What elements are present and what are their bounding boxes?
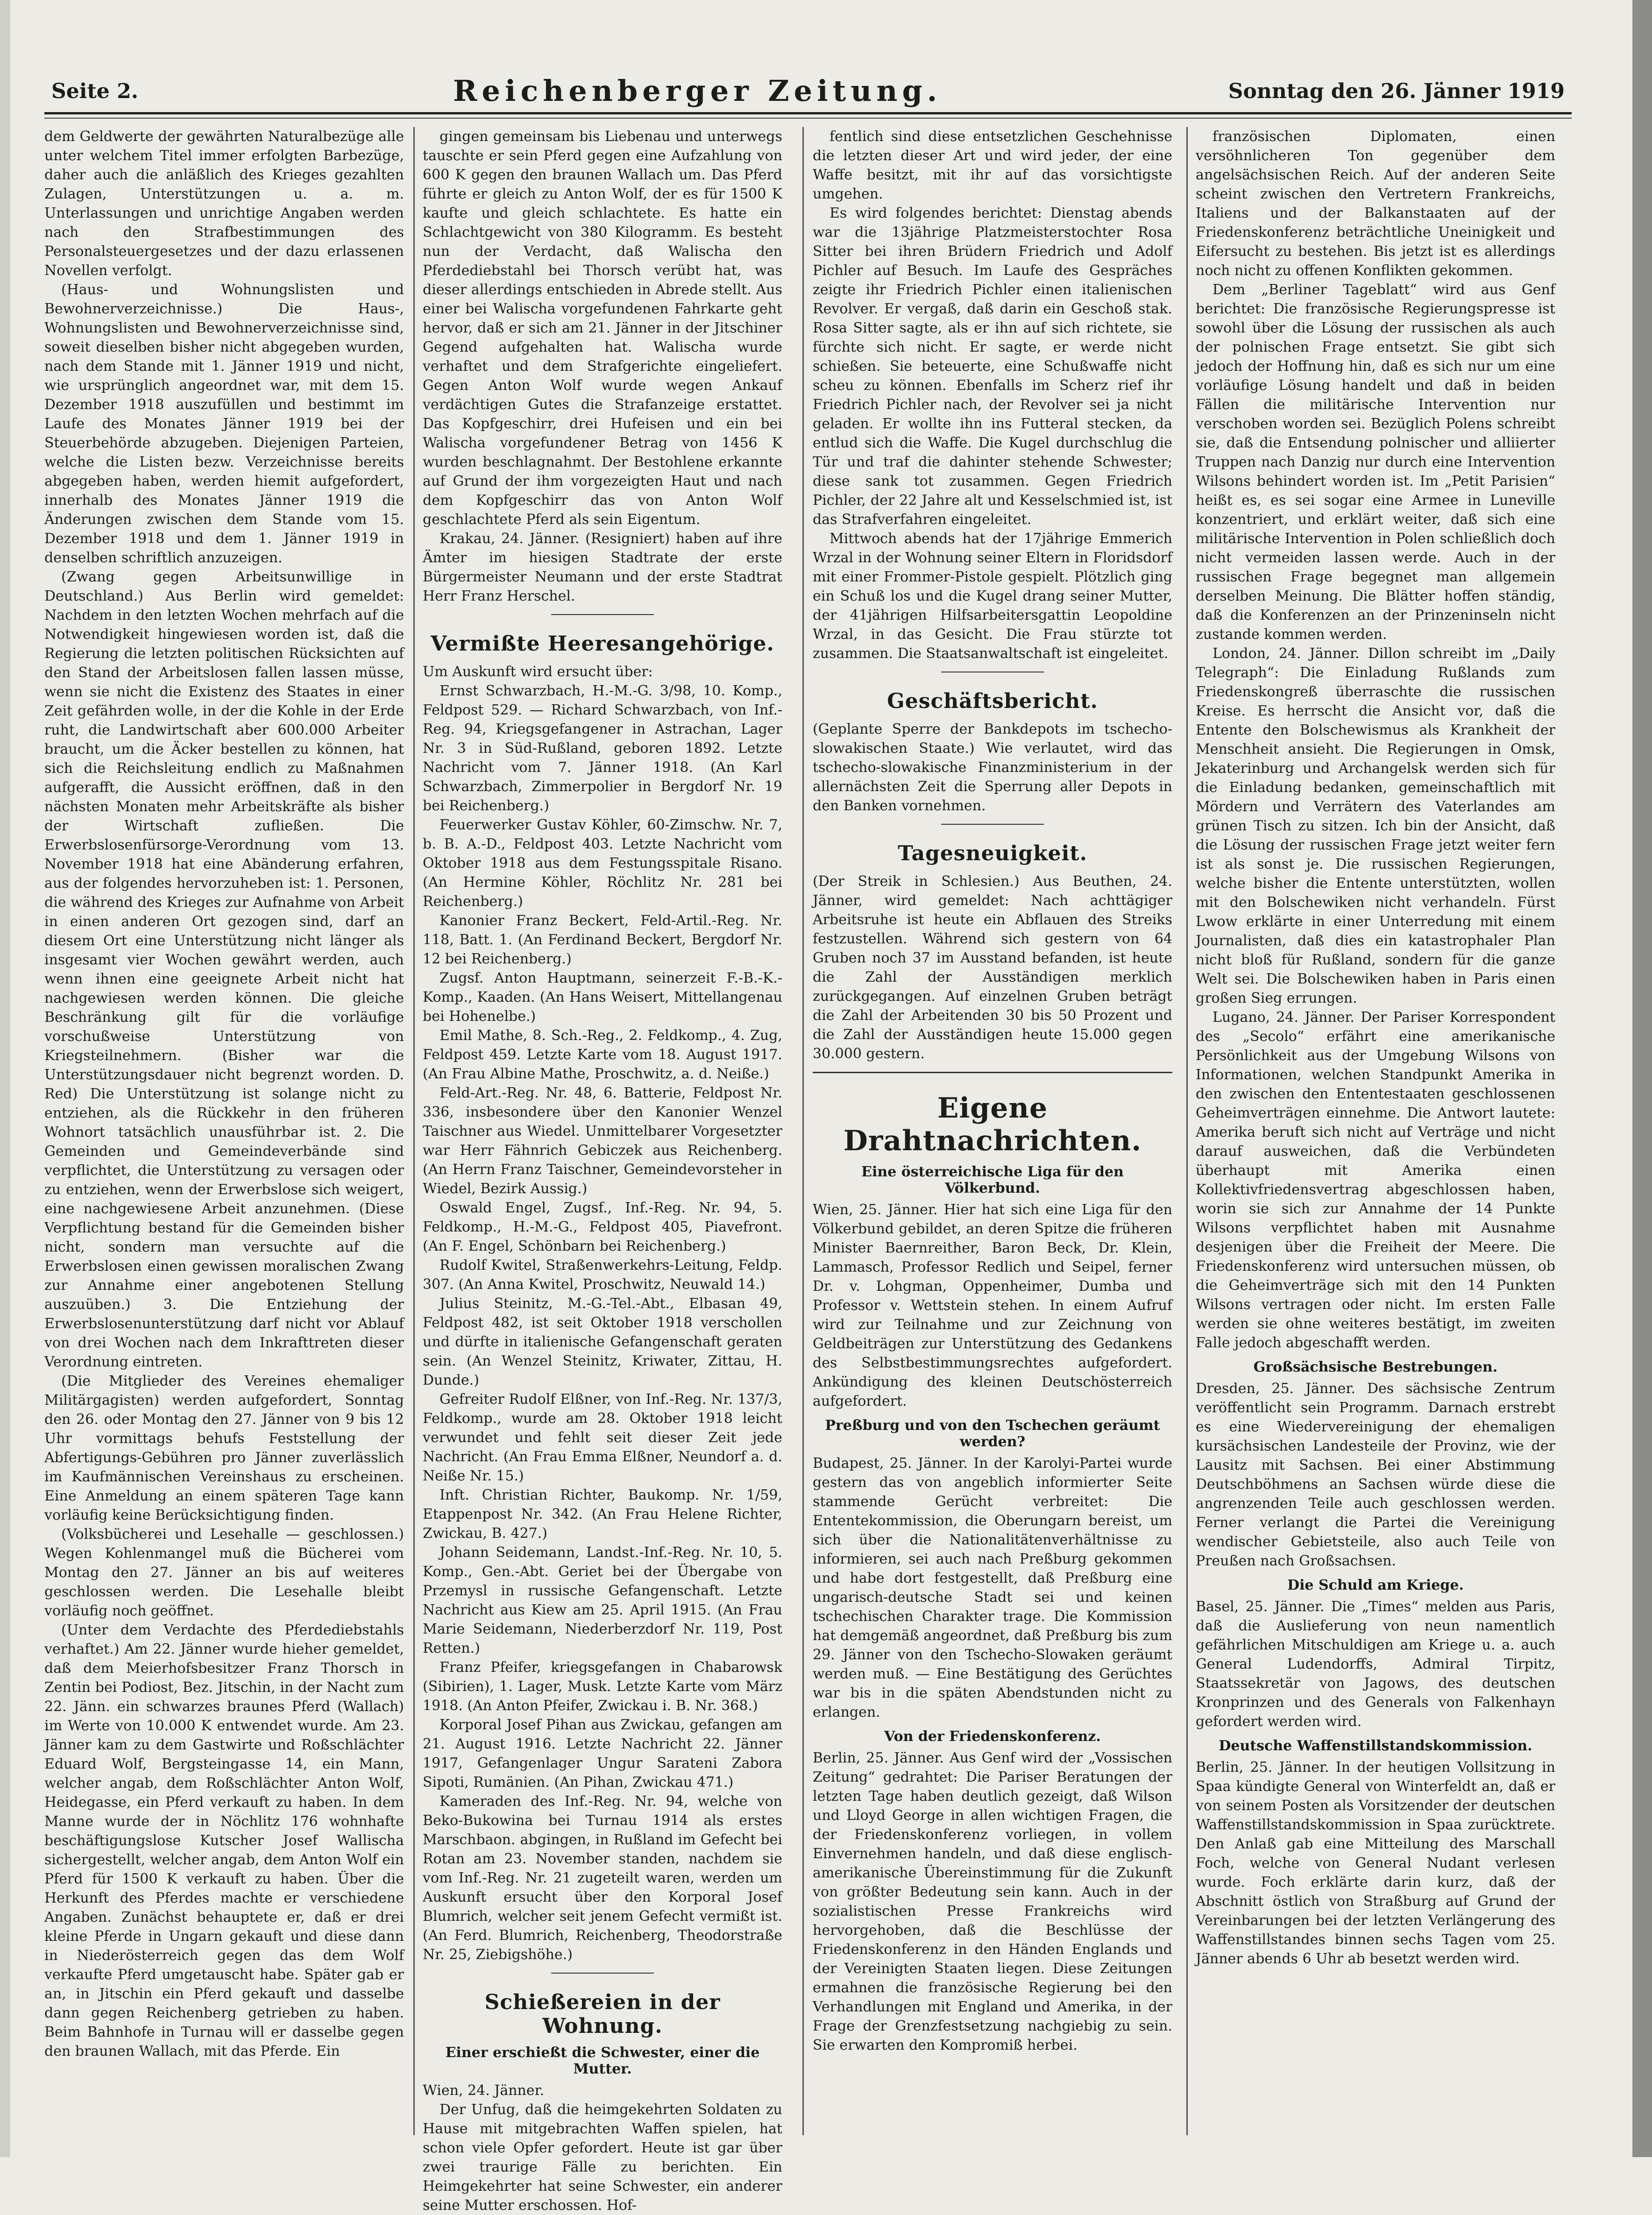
war-guilt-article [1196,1597,1555,1731]
article-paragraph: Emil Mathe, 8. Sch.-Reg., 2. Feldkomp., 4. Zug, Feldpost 459. Letzte Karte vom 18. August 1917. (An Frau Albine Mathe, Proschwitz, a. d. Neiße.) [423,1027,782,1082]
greater-saxony-article [1196,1379,1555,1571]
column-divider [802,127,804,2135]
newspaper-title: Reichenberger Zeitung. [453,74,942,108]
article-paragraph: Lugano, 24. Jänner. Der Pariser Korrespondent des „Secolo“ erfährt eine amerikanische Persönlichkeit aus der Umgebung Wilsons von Informationen, welchen Standpunkt Amerika in den zwischen den Ententestaaten geschlossenen Geheimverträgen einnehme. Die Antwort lautete: Amerika beruft sich nicht auf Verträge und nicht darauf ausweichen, daß die Verbündeten überhaupt mit Amerika einen Kollektivfriedensvertrag abgeschlossen haben, worin sie sich zur Annahme der 14 Punkte Wilsons verpflichtet haben mit Ausnahme desjenigen über die Freiheit der Meere. Die Friedenskonferenz wird untersuchen müssen, ob die Geheimverträge sich mit den 14 Punkten Wilsons vertragen oder nicht. Im ersten Falle werden sie ohne weiteres bestätigt, im zweiten Falle jedoch abgeschafft werden. [1196,1009,1555,1351]
article-paragraph: Ernst Schwarzbach, H.-M.-G. 3/98, 10. Komp., Feldpost 529. — Richard Schwarzbach, von Inf.-Reg. 94, Kriegsgefangener in Astrachan, Lager Nr. 3 in Süd-Rußland, geboren 1892. Letzte Nachricht vom 7. Jänner 1918. (An Karl Schwarzbach, Zimmerpolier in Bergdorf Nr. 19 bei Reichenberg.) [423,683,782,814]
article-paragraph: (Zwang gegen Arbeitsunwillige in Deutschland.) Aus Berlin wird gemeldet: Nachdem in den letzten Wochen mehrfach auf die Notwendigkeit hingewiesen worden ist, daß die Regierung die letzten politischen Rücksichten auf den Stand der Arbeitslosen fallen lassen müsse, wenn sie nicht die Existenz des Staates in einer Zeit gefährden wolle, in der die Kohle in der Erde ruht, die Landwirtschaft aber 600.000 Arbeiter braucht, um die Äcker bestellen zu können, hat sich die Reichsleitung endlich zu Maßnahmen aufgerafft, die Aussicht eröffnen, daß in den nächsten Monaten mehr Arbeitskräfte als bisher der Wirtschaft zufließen. Die Erwerbslosenfürsorge-Verordnung vom 13. November 1918 hat eine Abänderung erfahren, aus der folgendes hervorzuheben ist: 1. Personen, die während des Krieges zur Aufnahme von Arbeit in einen anderen Ort gezogen sind, darf an diesem Ort eine Unterstützung nicht länger als insgesamt vier Wochen gewährt werden, auch wenn ihnen eine geeignete Arbeit nicht hat nachgewiesen werden können. Die gleiche Beschränkung gilt für die vorläufige vorschußweise Unterstützung von Kriegsteilnehmern. (Bisher war die Unterstützungsdauer nicht begrenzt worden. D. Red) Die Unterstützung ist solange nicht zu entziehen, als die Rückkehr in den früheren Wohnort tatsächlich unausführbar ist. 2. Die Gemeinden und Gemeindeverbände sind verpflichtet, die Unterstützung zu versagen oder zu entziehen, wenn der Erwerbslose sich weigert, eine nachgewiesene Arbeit anzunehmen. (Diese Verpflichtung bestand für die Gemeinden bisher nicht, sondern man versuchte auf die Erwerbslosen einen gewissen moralischen Zwang zur Annahme einer angebotenen Stellung auszuüben.) 3. Die Entziehung der Erwerbslosenunterstützung darf nicht vor Ablauf von drei Wochen nach dem Inkrafttreten dieser Verordnung eintreten. [44,569,404,1370]
section-rule [941,824,1044,825]
article-paragraph: Wien, 24. Jänner. [423,2082,545,2099]
column-2-top-articles [423,127,782,606]
greater-saxony-subheading: Großsächsische Bestrebungen. [1253,1359,1498,1375]
section-rule [813,1072,1172,1073]
article-paragraph: Zugsf. Anton Hauptmann, seinerzeit F.-B.-K.-Komp., Kaaden. (An Hans Weisert, Mittellangenau bei Hohenelbe.) [423,970,782,1025]
column-2 [423,127,782,2214]
article-paragraph: Mittwoch abends hat der 17jährige Emmerich Wrzal in der Wohnung seiner Eltern in Floridsdorf mit einer Frommer-Pistole gespielt. Plötzlich ging ein Schuß los und die Kugel drang seiner Mutter, der 41jährigen Hilfsarbeitersgattin Leopoldine Wrzal, in das Gesicht. Die Frau stürzte tot zusammen. Die Staatsanwaltschaft ist eingeleitet. [813,531,1172,662]
article-paragraph: (Unter dem Verdachte des Pferdediebstahls verhaftet.) Am 22. Jänner wurde hieher gemeldet, daß dem Meierhofsbesitzer Franz Thorsch in Zentin bei Podiost, Bez. Jitschin, in der Nacht zum 22. Jänn. ein schwarzes braunes Pferd (Wallach) im Werte von 10.000 K entwendet wurde. Am 23. Jänner kam zu dem Gastwirte und Roßschlächter Eduard Wolf, Bergsteingasse 14, ein Mann, welcher angab, dem Roßschlächter Anton Wolf, Heidegasse, ein Pferd verkauft zu haben. In dem Manne wurde der in Nöchlitz 176 wohnhafte beschäftigungslose Kutscher Josef Wallischa sichergestellt, welcher angab, dem Anton Wolf ein Pferd für 1500 K verkauft zu haben. Über die Herkunft des Pferdes machte er verschiedene Angaben. Zunächst behauptete er, daß er drei kleine Pferde in Ungarn gekauft und diese dann in Niederösterreich gegen das dem Wolf verkaufte Pferd umgetauscht habe. Später gab er an, in Jitschin ein Pferd gekauft und dasselbe dann gegen Reichenberg getrieben zu haben. Beim Bahnhofe in Turnau will er dasselbe gegen den braunen Wallach, mit das Pferde. Ein [44,1622,404,2059]
section-rule [551,614,654,615]
war-guilt-subheading: Die Schuld am Kriege. [1287,1577,1464,1593]
page-number: Seite 2. [51,79,139,103]
article-paragraph: dem Geldwerte der gewährten Naturalbezüge alle unter welchem Titel immer erfolgten Barbezüge, daher auch die anläßlich des Krieges gezahlten Zulagen, Unterstützungen u. a. m. Unterlassungen und unrichtige Angaben werden nach den Strafbestimmungen des Personalsteuergesetzes und der dazu erlassenen Novellen verfolgt. [44,128,404,279]
missing-soldiers-heading: Vermißte Heeresangehörige. [431,632,774,656]
article-paragraph: Korporal Josef Pihan aus Zwickau, gefangen am 21. August 1916. Letzte Nachricht 22. Jänner 1917, Gefangenlager Ungur Sarateni Zabora Sipoti, Rumänien. (An Pihan, Zwickau 471.) [423,1717,782,1790]
scan-left-edge [0,0,10,2157]
article-paragraph: Johann Seidemann, Landst.-Inf.-Reg. Nr. 10, 5. Komp., Gen.-Abt. Geriet bei der Übergabe von Przemysl in russische Gefangenschaft. Letzte Nachricht aus Kiew am 25. April 1915. (An Frau Marie Seidemann, Niederberzdorf Nr. 119, Post Retten.) [423,1544,782,1656]
article-paragraph: Krakau, 24. Jänner. (Resigniert) haben auf ihre Ämter im hiesigen Stadtrate der erste Bürgermeister Neumann und der erste Stadtrat Herr Franz Herschel. [423,531,782,604]
pressburg-article [813,1454,1172,1722]
article-paragraph: Gefreiter Rudolf Elßner, von Inf.-Reg. Nr. 137/3, Feldkomp., wurde am 28. Oktober 1918 leicht verwundet und fehlt seit dieser Zeit jede Nachricht. (An Frau Emma Elßner, Neundorf a. d. Neiße Nr. 15.) [423,1391,782,1484]
column-4 [1196,127,1555,2135]
shootings-heading: Schießereien in der Wohnung. [484,1990,721,2038]
article-paragraph: gingen gemeinsam bis Liebenau und unterwegs tauschte er sein Pferd gegen eine Aufzahlung von 600 K gegen den braunen Wallach um. Das Pferd führte er gleich zu Anton Wolf, der es für 1500 K kaufte und gleich schlachtete. Es hatte ein Schlachtgewicht von 380 Kilogramm. Es besteht nun der Verdacht, daß Walischa den Pferdediebstahl bei Thorsch verübt hat, was dieser allerdings entschieden in Abrede stellt. Aus einer bei Walischa vorgefundenen Fahrkarte geht hervor, daß er sich am 21. Jänner in der Jitschiner Gegend aufgehalten hat. Walischa wurde verhaftet und dem Strafgerichte eingeliefert. Gegen Anton Wolf wurde wegen Ankauf verdächtigen Gutes die Strafanzeige erstattet. Das Kopfgeschirr, drei Hufeisen und ein bei Walischa vorgefundener Betrag von 1456 K wurden beschlagnahmt. Der Bestohlene erkannte auf Grund der ihm vorgezeigten Haut und nach dem Kopfgeschirr das von Anton Wolf geschlachtete Pferd als sein Eigentum. [423,128,782,528]
column-1-articles [44,127,404,2061]
column-divider [1186,127,1188,2135]
shootings-subheading: Einer erschießt die Schwester, einer die Mutter. [445,2045,760,2077]
shootings-article [423,2081,782,2215]
peace-conference-subheading: Von der Friedenskonferenz. [884,1728,1101,1745]
article-paragraph: Der Unfug, daß die heimgekehrten Soldaten zu Hause mit mitgebrachten Waffen spielen, hat schon viele Opfer gefordert. Heute ist gar über zwei traurige Fälle zu berichten. Ein Heimgekehrter hat seine Schwester, ein anderer seine Mutter erschossen. Hof- [423,2102,782,2214]
business-report-article [813,720,1172,815]
peace-conference-article [813,1748,1172,2055]
page-header [51,70,1565,112]
article-paragraph: Inft. Christian Richter, Baukomp. Nr. 1/59, Etappenpost Nr. 342. (An Frau Helene Richter, Zwickau, B. 427.) [423,1487,782,1542]
article-paragraph: Feuerwerker Gustav Köhler, 60-Zimschw. Nr. 7, b. B. A.-D., Feldpost 403. Letzte Nachricht vom Oktober 1918 aus dem Festungsspitale Risano. (An Hermine Köhler, Röchlitz Nr. 281 bei Reichenberg.) [423,817,782,910]
article-paragraph: Oswald Engel, Zugsf., Inf.-Reg. Nr. 94, 5. Feldkomp., H.-M.-G., Feldpost 405, Piavefront. (An F. Engel, Schönbarn bei Reichenberg.) [423,1200,782,1254]
article-paragraph: London, 24. Jänner. Dillon schreibt im „Daily Telegraph“: Die Einladung Rußlands zum Friedenskongreß überraschte die russischen Kreise. Es herrscht die Ansicht vor, daß die Entente den Bolschewismus als Krankheit der Menschheit ansieht. Die Regierungen in Omsk, Jekaterinburg und Archangelsk werden sich für die Einladung bedanken, gemeinschaftlich mit Mördern und Verrätern des Vaterlandes am grünen Tisch zu sitzen. Ich bin der Ansicht, daß die Lösung der russischen Frage jetzt weiter fern ist als sonst je. Die russischen Regierungen, welche bisher die Entente unterstützten, wollen mit den Bolschewiken nicht verhandeln. Fürst Lwow erklärte in einer Unterredung mit einem Journalisten, daß dies ein katastrophaler Plan nicht bloß für Rußland, sondern für die ganze Welt sei. Die Bolschewiken haben in Paris einen großen Sieg errungen. [1196,645,1555,1006]
section-rule [551,1973,654,1974]
daily-news-article [813,872,1172,1063]
article-paragraph: Berlin, 25. Jänner. In der heutigen Vollsitzung in Spaa kündigte General von Winterfeldt an, daß er von seinem Posten als Vorsitzender der deutschen Waffenstillstandskommission in Spaa zurücktrete. Den Anlaß gab eine Mitteilung des Marschall Foch, welche von General Nudant verlesen wurde. Foch erklärte darin kurz, daß der Abschnitt östlich von Straßburg auf Grund der Vereinbarungen bei der letzten Verlängerung des Waffenstillstandes binnen sechs Tagen vom 25. Jänner abends 6 Uhr ab besetzt werden wird. [1196,1759,1555,1967]
article-paragraph: Es wird folgendes berichtet: Dienstag abends war die 13jährige Platzmeisterstochter Rosa Sitter bei ihren Brüdern Friedrich und Adolf Pichler auf Besuch. Im Laufe des Gespräches zeigte ihr Friedrich Pichler einen italienischen Revolver. Er vergaß, daß darin ein Geschoß stak. Rosa Sitter sagte, als er ihn auf sich richtete, sie fürchte sich nicht. Er sagte, er werde nicht schießen. Sie beteuerte, eine Schußwaffe nicht scheu zu können. Ebenfalls im Scherz rief ihr Friedrich Pichler nach, der Revolver sei ja nicht geladen. Er wollte ihn ins Futteral stecken, da entlud sich die Waffe. Die Kugel durchschlug die Tür und traf die dahinter stehende Schwester; diese sank tot zusammen. Gegen Friedrich Pichler, der 22 Jahre alt und Kesselschmied ist, ist das Strafverfahren eingeleitet. [813,205,1172,528]
armistice-commission-subheading: Deutsche Waffenstillstandskommission. [1219,1738,1532,1754]
article-paragraph: fentlich sind diese entsetzlichen Geschehnisse die letzten dieser Art und wird jeder, der eine Waffe besitzt, mit ihr auf das vorsichtigste umgehen. [813,128,1172,202]
daily-news-heading: Tagesneuigkeit. [898,842,1087,865]
issue-date: Sonntag den 26. Jänner 1919 [1228,79,1565,103]
header-rule [44,112,1572,114]
article-paragraph: Dresden, 25. Jänner. Des sächsische Zentrum veröffentlicht sein Programm. Darnach erstrebt es eine Wiedervereinigung der ehemaligen kursächsischen Landesteile der Provinz, wie der Lausitz mit Sachsen. Bei einer Abstimmung Deutschböhmens an Sachsen würde diese die angrenzenden Teile auch geschlossen werden. Ferner verlangt die Partei die Vereinigung wendischer Gebietsteile, also auch Teile von Preußen nach Großsachsen. [1196,1380,1555,1569]
article-paragraph: (Geplante Sperre der Bankdepots im tschecho-slowakischen Staate.) Wie verlautet, wird das tschecho-slowakische Finanzministerium in der allernächsten Zeit die Sperrung aller Depots in den Banken vornehmen. [813,721,1172,814]
column-1 [44,127,404,2135]
article-paragraph: Um Auskunft wird ersucht über: [423,664,653,680]
business-report-heading: Geschäftsbericht. [887,689,1098,713]
header-rule-thin [44,118,1572,119]
article-paragraph: Feld-Art.-Reg. Nr. 48, 6. Batterie, Feldpost Nr. 336, insbesondere über den Kanonier Wenzel Taischner aus Wiedel. Unmittelbarer Vorgesetzter war Herr Fähnrich Gebiczek aus Reichenberg. (An Herrn Franz Taischner, Gemeindevorsteher in Wiedel, Bezirk Aussig.) [423,1085,782,1197]
article-paragraph: Basel, 25. Jänner. Die „Times“ melden aus Paris, daß die Auslieferung von neun namentlich gefährlichen Mitschuldigen am Kriege u. a. auch General Ludendorffs, Admiral Tirpitz, Staatssekretär von Jagows, des deutschen Kronprinzen und des Generals von Falkenhayn gefordert werden wird. [1196,1599,1555,1730]
article-paragraph: Rudolf Kwitel, Straßenwerkehrs-Leitung, Feldp. 307. (An Anna Kwitel, Proschwitz, Neuwald 14.) [423,1257,782,1293]
article-paragraph: Budapest, 25. Jänner. In der Karolyi-Partei wurde gestern das von angeblich informierter Seite stammende Gerücht verbreitet: Die Ententekommission, die Oberungarn bereist, um sich über die Nationalitätenverhältnisse zu informieren, sei auch nach Preßburg gekommen und habe dort festgestellt, daß Preßburg eine ungarisch-deutsche Stadt sei und keinen tschechischen Charakter trage. Die Kommission hat demgemäß angeordnet, daß Preßburg bis zum 29. Jänner von den Tschecho-Slowaken geräumt werden muß. — Eine Bestätigung des Gerüchtes war bis in die späten Abendstunden nicht zu erlangen. [813,1455,1172,1720]
article-paragraph: Berlin, 25. Jänner. Aus Genf wird der „Vossischen Zeitung“ gedrahtet: Die Pariser Beratungen der letzten Tage haben deutlich gezeigt, daß Wilson und Lloyd George in allen wichtigen Fragen, die der Friedenskonferenz vorliegen, in vollem Einvernehmen handeln, und daß diese englisch-amerikanische Übereinstimmung für die Zukunft von größter Bedeutung sein kann. Auch in der sozialistischen Presse Frankreichs wird hervorgehoben, daß die Beschlüsse der Friedenskonferenz in den Händen Englands und der Vereinigten Staaten liegen. Diese Zeitungen ermahnen die französische Regierung bei den Verhandlungen mit England und Amerika, in der Frage der Grenzfestsetzung nachgiebig zu sein. Sie erwarten den Kompromiß herbei. [813,1750,1172,2053]
article-paragraph: (Volksbücherei und Lesehalle — geschlossen.) Wegen Kohlenmangel muß die Bücherei vom Montag den 27. Jänner an bis auf weiteres geschlossen werden. Die Lesehalle bleibt vorläufig noch geöffnet. [44,1526,404,1619]
article-paragraph: Kanonier Franz Beckert, Feld-Artil.-Reg. Nr. 118, Batt. 1. (An Ferdinand Beckert, Bergdorf Nr. 12 bei Reichenberg.) [423,913,782,967]
column-3 [813,127,1172,2135]
scan-right-edge [1632,0,1652,2157]
article-paragraph: (Der Streik in Schlesien.) Aus Beuthen, 24. Jänner, wird gemeldet: Nach achttägiger Arbeitsruhe ist heute ein Abflauen des Streiks festzustellen. Während sich gestern von 64 Gruben noch 37 im Ausstand befanden, ist heute die Zahl der Ausständigen merklich zurückgegangen. Auf einzelnen Gruben beträgt die Zahl der Arbeitenden 30 bis 50 Prozent und die Zahl der Ausständigen heute 15.000 gegen 30.000 gestern. [813,873,1172,1062]
article-paragraph: Franz Pfeifer, kriegsgefangen in Chabarowsk (Sibirien), 1. Lager, Musk. Letzte Karte vom März 1918. (An Anton Pfeifer, Zwickau i. B. Nr. 368.) [423,1659,782,1714]
league-article [813,1200,1172,1411]
article-paragraph: Julius Steinitz, M.-G.-Tel.-Abt., Elbasan 49, Feldpost 482, ist seit Oktober 1918 verschollen und dürfte in italienische Gefangenschaft geraten sein. (An Wenzel Steinitz, Kriwater, Zittau, H. Dunde.) [423,1295,782,1388]
missing-soldiers-list [423,662,782,1964]
league-subheading: Eine österreichische Liga für den Völkerbund. [861,1164,1124,1196]
column-4-top-articles [1196,127,1555,1352]
column-divider [413,127,415,2135]
article-paragraph: (Die Mitglieder des Vereines ehemaliger Militärgagisten) werden aufgefordert, Sonntag den 26. oder Montag den 27. Jänner von 9 bis 12 Uhr vormittags behufs Feststellung der Abfertigungs-Gebühren pro Jänner zuverlässlich im Kaufmännischen Vereinshaus zu erscheinen. Eine Anmeldung an einem späteren Tage kann vorläufig keine Berücksichtigung finden. [44,1373,404,1523]
pressburg-subheading: Preßburg und von den Tschechen geräumt werden? [825,1417,1160,1450]
armistice-commission-article [1196,1758,1555,1968]
article-paragraph: Wien, 25. Jänner. Hier hat sich eine Liga für den Völkerbund gebildet, an deren Spitze die früheren Minister Baernreither, Baron Beck, Dr. Klein, Lammasch, Professor Redlich und Seipel, ferner Dr. v. Lohgman, Oppenheimer, Dumba und Professor v. Wettstein stehen. In einem Aufruf wird zur Teilnahme und zur Zeichnung von Geldbeiträgen zur Unterstützung des Gedankens des Selbstbestimmungsrechtes aufgefordert. Ankündigung des kleinen Deutschösterreich aufgefordert. [813,1202,1172,1409]
article-paragraph: (Haus- und Wohnungslisten und Bewohnerverzeichnisse.) Die Haus-, Wohnungslisten und Bewohnerverzeichnisse sind, soweit dieselben bisher nicht abgegeben wurden, nach dem Stande mit 1. Jänner 1919 und nicht, wie ursprünglich angeordnet war, mit dem 15. Dezember 1918 auszufüllen und bestimmt im Laufe des Monates Jänner 1919 bei der Steuerbehörde abzugeben. Diejenigen Parteien, welche die Listen bezw. Verzeichnisse bereits abgegeben haben, werden hiemit aufgefordert, innerhalb des Monates Jänner 1919 die Änderungen zwischen dem Stande vom 15. Dezember 1918 und dem 1. Jänner 1919 in denselben schriftlich anzuzeigen. [44,282,404,566]
article-paragraph: französischen Diplomaten, einen versöhnlicheren Ton gegenüber dem angelsächsischen Reich. Auf der anderen Seite scheint zwischen den Vertretern Frankreichs, Italiens und der Balkanstaaten auf der Friedenskonferenz beträchtliche Uneinigkeit und Eifersucht zu bestehen. Bis jetzt ist es allerdings noch nicht zu offenen Konflikten gekommen. [1196,128,1555,279]
article-paragraph: Dem „Berliner Tageblatt“ wird aus Genf berichtet: Die französische Regierungspresse ist sowohl über die Lösung der russischen als auch der polnischen Frage entsetzt. Sie gibt sich jedoch der Hoffnung hin, daß es sich nur um eine vorläufige Lösung handelt und daß in beiden Fällen die militärische Intervention nur verschoben worden sei. Bezüglich Polens schreibt sie, daß die Entsendung polnischer und alliierter Truppen nach Danzig nur durch eine Intervention Wilsons behindert worden ist. Im „Petit Parisien“ heißt es, es sei sogar eine Armee in Luneville konzentriert, und erklärt weiter, daß sich eine militärische Intervention in Polen schließlich doch nicht vermeiden lassen werde. Auch in der russischen Frage begegnet man allgemein derselben Meinung. Die Blätter hoffen ständig, daß die Konferenzen an der Prinzeninseln nicht zustande kommen werden. [1196,282,1555,643]
column-3-top-articles [813,127,1172,663]
article-paragraph: Kameraden des Inf.-Reg. Nr. 94, welche von Beko-Bukowina bei Turnau 1914 als erstes Marschbaon. abgingen, in Rußland im Gefecht bei Rotan am 23. November standen, nachdem sie vom Inf.-Reg. Nr. 21 zugeteilt waren, werden um Auskunft ersucht über den Korporal Josef Blumrich, welcher seit jenem Gefecht vermißt ist. (An Ferd. Blumrich, Reichenberg, Theodorstraße Nr. 25, Ziebigshöhe.) [423,1793,782,1963]
wire-news-heading: Eigene Drahtnachrichten. [843,1092,1142,1157]
